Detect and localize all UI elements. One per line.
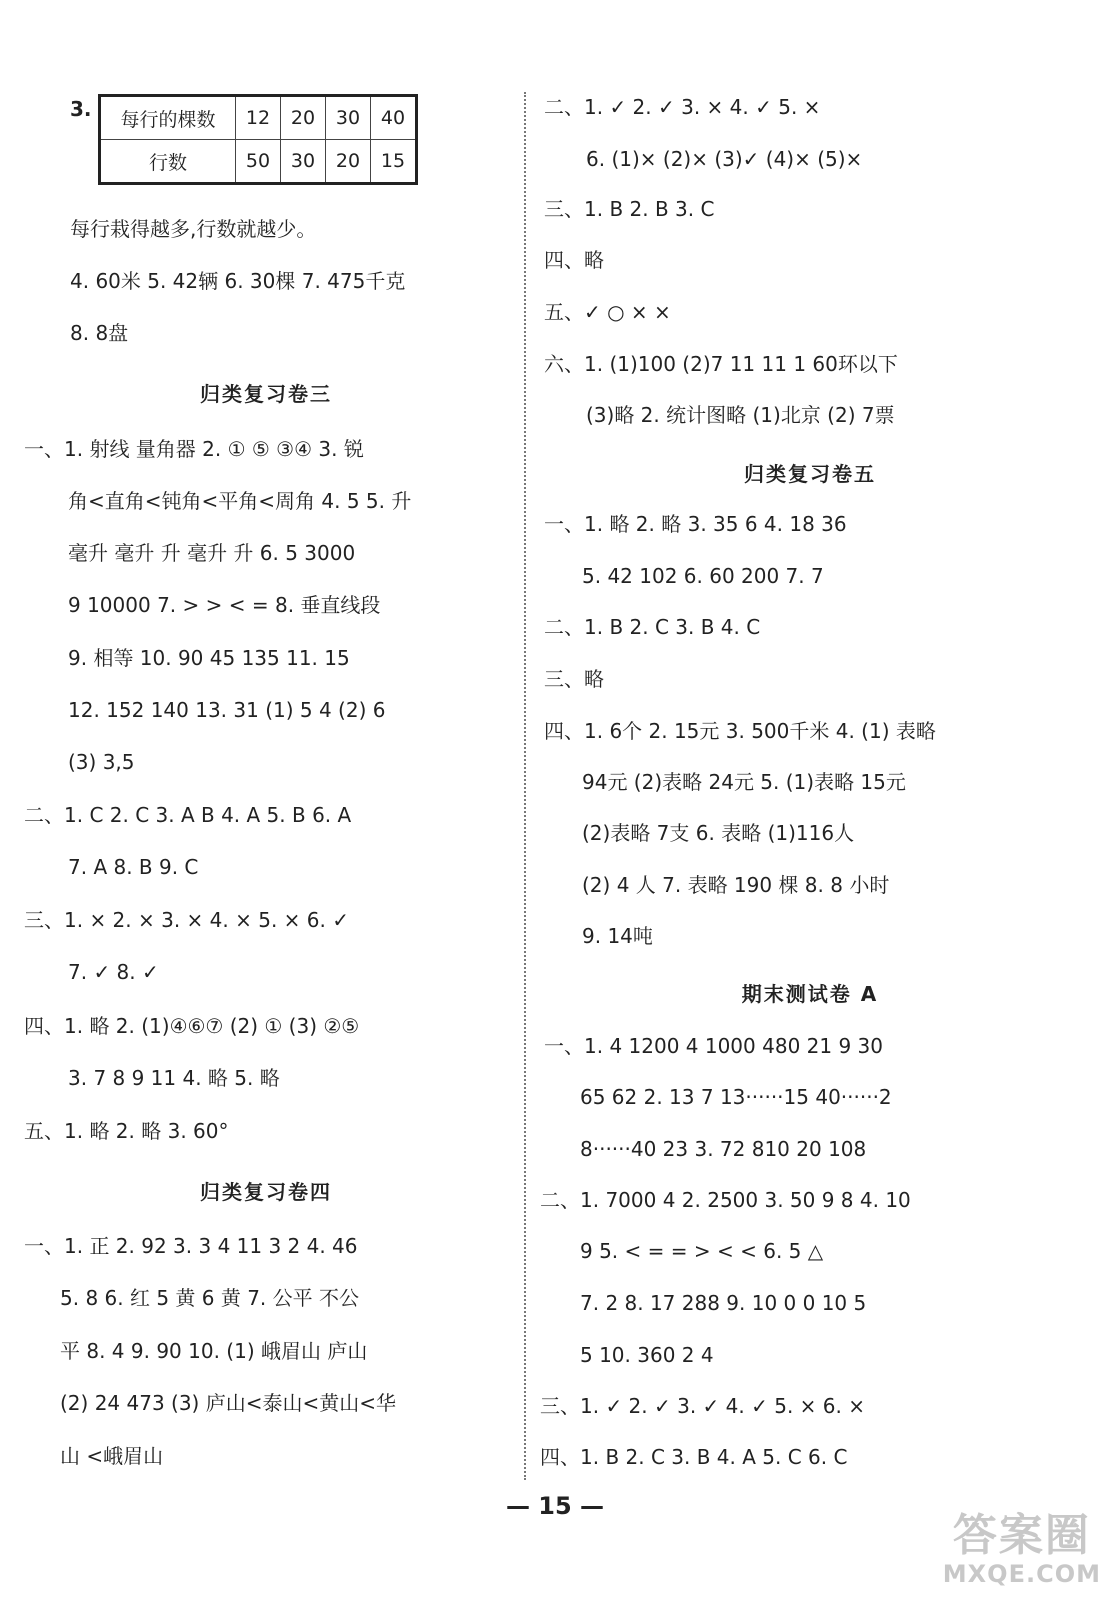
answer-line: 一、1. 正 2. 92 3. 3 4 11 3 2 4. 46 bbox=[24, 1234, 358, 1258]
table-cell: 50 bbox=[236, 140, 281, 184]
answer-line: 94元 (2)表略 24元 5. (1)表略 15元 bbox=[582, 770, 906, 794]
table-cell: 20 bbox=[326, 140, 371, 184]
question-3-number: 3. bbox=[70, 97, 92, 121]
table-cell: 12 bbox=[236, 96, 281, 140]
answer-line: (2) 24 473 (3) 庐山<泰山<黄山<华 bbox=[60, 1391, 396, 1415]
answer-line: 二、1. B 2. C 3. B 4. C bbox=[544, 615, 761, 639]
answer-line: 二、1. 7000 4 2. 2500 3. 50 9 8 4. 10 bbox=[540, 1188, 911, 1212]
answer-line: 二、1. ✓ 2. ✓ 3. × 4. ✓ 5. × bbox=[544, 95, 821, 119]
table-row bbox=[100, 140, 417, 184]
watermark-logo-text: 答案圈 bbox=[952, 1510, 1091, 1561]
table-cell: 15 bbox=[371, 140, 417, 184]
answer-line: 5 10. 360 2 4 bbox=[580, 1343, 714, 1367]
answer-line: 7. 2 8. 17 288 9. 10 0 0 10 5 bbox=[580, 1291, 867, 1315]
answer-line: 四、1. B 2. C 3. B 4. A 5. C 6. C bbox=[540, 1445, 848, 1469]
table-cell: 20 bbox=[281, 96, 326, 140]
answer-line: 一、1. 略 2. 略 3. 35 6 4. 18 36 bbox=[544, 512, 847, 536]
section-title-final-test-a: 期末测试卷 A bbox=[741, 982, 879, 1006]
answer-line: 3. 7 8 9 11 4. 略 5. 略 bbox=[68, 1066, 280, 1090]
answer-line: 山 <峨眉山 bbox=[60, 1444, 164, 1468]
table-header-cell: 行数 bbox=[100, 140, 236, 184]
answer-line: 一、1. 4 1200 4 1000 480 21 9 30 bbox=[544, 1034, 883, 1058]
answer-line: 五、1. 略 2. 略 3. 60° bbox=[24, 1119, 229, 1143]
answer-line: 9. 14吨 bbox=[582, 924, 653, 948]
section-title-review-3: 归类复习卷三 bbox=[200, 382, 332, 406]
answer-line: 12. 152 140 13. 31 (1) 5 4 (2) 6 bbox=[68, 698, 386, 722]
page-number: — 15 — bbox=[505, 1492, 605, 1520]
answer-line: 一、1. 射线 量角器 2. ① ⑤ ③④ 3. 锐 bbox=[24, 437, 364, 461]
answer-line: 毫升 毫升 升 毫升 升 6. 5 3000 bbox=[68, 541, 356, 565]
answer-line: (3)略 2. 统计图略 (1)北京 (2) 7票 bbox=[586, 403, 895, 427]
text-line: 8. 8盘 bbox=[70, 321, 129, 345]
text-line: 4. 60米 5. 42辆 6. 30棵 7. 475千克 bbox=[70, 269, 406, 293]
answer-line: 9. 相等 10. 90 45 135 11. 15 bbox=[68, 646, 350, 670]
table-header-cell: 每行的棵数 bbox=[100, 96, 236, 140]
answer-line: 6. (1)× (2)× (3)✓ (4)× (5)× bbox=[586, 147, 863, 171]
answer-line: 平 8. 4 9. 90 10. (1) 峨眉山 庐山 bbox=[60, 1339, 368, 1363]
answer-line: 四、1. 略 2. (1)④⑥⑦ (2) ① (3) ②⑤ bbox=[24, 1014, 360, 1038]
answer-line: 5. 8 6. 红 5 黄 6 黄 7. 公平 不公 bbox=[60, 1286, 359, 1310]
answer-line: 角<直角<钝角<平角<周角 4. 5 5. 升 bbox=[68, 489, 412, 513]
table-row bbox=[100, 96, 417, 140]
answer-line: 7. ✓ 8. ✓ bbox=[68, 960, 159, 984]
answer-line: 5. 42 102 6. 60 200 7. 7 bbox=[582, 564, 824, 588]
answer-line: 三、1. × 2. × 3. × 4. × 5. × 6. ✓ bbox=[24, 908, 349, 932]
table-cell: 30 bbox=[281, 140, 326, 184]
site-watermark bbox=[943, 1512, 1101, 1588]
answer-line: 三、1. ✓ 2. ✓ 3. ✓ 4. ✓ 5. × 6. × bbox=[540, 1394, 865, 1418]
answer-line: 9 10000 7. > > < = 8. 垂直线段 bbox=[68, 593, 381, 617]
answer-line: 65 62 2. 13 7 13······15 40······2 bbox=[580, 1085, 892, 1109]
answer-line: 二、1. C 2. C 3. A B 4. A 5. B 6. A bbox=[24, 803, 352, 827]
answer-line: 8······40 23 3. 72 810 20 108 bbox=[580, 1137, 867, 1161]
answer-line: 四、略 bbox=[544, 248, 604, 272]
answer-line: (2)表略 7支 6. 表略 (1)116人 bbox=[582, 821, 855, 845]
answer-line: 三、1. B 2. B 3. C bbox=[544, 197, 715, 221]
column-divider bbox=[524, 92, 526, 1480]
answer-line: 9 5. < = = > < < 6. 5 △ bbox=[580, 1239, 824, 1263]
answer-line: 7. A 8. B 9. C bbox=[68, 855, 199, 879]
text-line: 每行栽得越多,行数就越少。 bbox=[70, 217, 317, 241]
trees-table bbox=[98, 94, 418, 185]
watermark-url: MXQE.COM bbox=[942, 1560, 1101, 1588]
answer-line: 三、略 bbox=[544, 667, 604, 691]
section-title-review-4: 归类复习卷四 bbox=[200, 1180, 332, 1204]
answer-line: (3) 3,5 bbox=[68, 750, 135, 774]
answer-line: 五、✓ ○ × × bbox=[544, 300, 671, 324]
answer-line: 四、1. 6个 2. 15元 3. 500千米 4. (1) 表略 bbox=[544, 719, 936, 743]
table-cell: 30 bbox=[326, 96, 371, 140]
answer-line: (2) 4 人 7. 表略 190 棵 8. 8 小时 bbox=[582, 873, 890, 897]
table-cell: 40 bbox=[371, 96, 417, 140]
section-title-review-5: 归类复习卷五 bbox=[744, 462, 876, 486]
answer-line: 六、1. (1)100 (2)7 11 11 1 60环以下 bbox=[544, 352, 898, 376]
